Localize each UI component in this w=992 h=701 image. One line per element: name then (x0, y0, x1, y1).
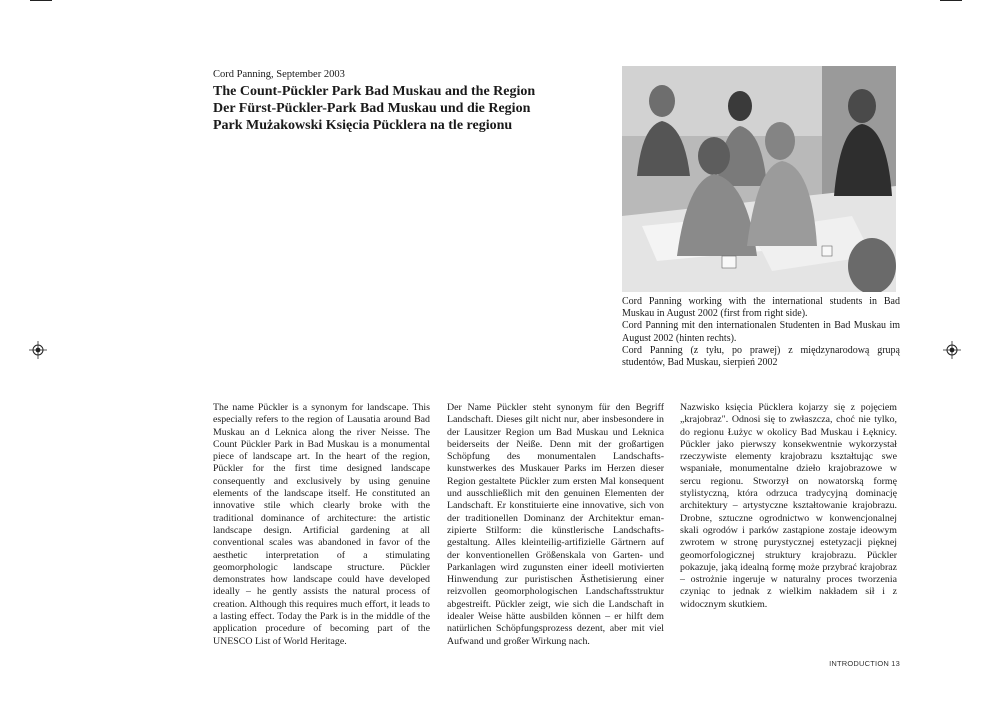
column-polish (680, 402, 897, 611)
title-polish: Park Mużakowski Księcia Pücklera na tle regionu (213, 118, 513, 133)
crop-mark-top-right (940, 0, 962, 1)
page-folio: INTRODUCTION 13 (829, 659, 900, 668)
column-english (213, 402, 430, 648)
group-photo (622, 66, 896, 292)
column-german (447, 402, 664, 648)
caption-polish: Cord Panning (z tyłu, po prawej) z międzynarodową grupą studentów, Bad Muskau, sierpień 2002 (622, 344, 900, 369)
title-english: The Count-Pückler Park Bad Muskau and the Region (213, 84, 536, 99)
registration-mark-right-icon (943, 341, 961, 359)
title-german: Der Fürst-Pückler-Park Bad Muskau und die Region (213, 101, 531, 116)
photo-illustration (622, 66, 896, 292)
registration-mark-left-icon (29, 341, 47, 359)
body-text-polish: Nazwisko księcia Pücklera kojarzy się z pojęciem „krajobraz". Odnosi się to zwłaszcza, choć nie tylko, do regionu Łużyc w okolicy Bad Muskau i Łęknicy. Pückler jako pierwszy konsekwentnie wykorzystał rzeczywiste elementy krajobrazu kształtując swe wspaniałe, monumentalne dzieło krajobrazowe w sercu regionu. Stworzył on nowatorską formę stylistyczną, która odrzuca tradycyjną dominację architektury – artystyczne kształtowanie krajobrazu. Drobne, sztuczne ogrodnictwo w konwencjonalnej skali ogrodów i parków zastąpione zostaje ideowym zwrotem w stronę purystycznej estetyzacji pięknej geomorfologicznej struktury krajobrazu. Pückler pokazuje, jaką idealną formę może przybrać krajobraz – ostrożnie ingeruje w naturalny proces tworzenia czyniąc to jednak z wielkim nakładem sił i z widocznym skutkiem. (680, 402, 897, 610)
caption-english: Cord Panning working with the international students in Bad Muskau in August 2002 (first from right side). (622, 296, 900, 320)
body-text-german: Der Name Pückler steht synonym für den Begriff Landschaft. Dieses gilt nicht nur, aber insbesondere in der Lausitzer Region um Bad Muskau und Leknica beiderseits der Neiße. Denn mit der großartigen Schöpfung des monumentalen Landschafts-kunstwerkes des Muskauer Parks im Herzen dieser Region gestaltete Pückler zum ersten Mal konsequent und ausschließlich mit den genuinen Elementen der Landschaft. Er konstituierte eine innovative, sich von der traditionellen Dominanz der Architektur eman-zipierte Stilform: die künstlerische Landschafts-gestaltung. Alles kleinteilig-artifizielle Gärtnern auf der konventionellen Größenskala von Garten- und Parkanlagen wird zugunsten einer ideell motivierten Hinwendung zur puristischen Ästhetisierung einer reizvollen geomorphologischen Landschaftsstruktur abgestreift. Pückler zeigt, wie sich die Landschaft in idealer Weise hätte ausbilden können – er hilft dem natürlichen Schöpfungsprozess dezent, aber mit viel Aufwand und großer Wirkung nach. (447, 402, 664, 647)
photo-caption (622, 296, 900, 369)
crop-mark-top-left (30, 0, 52, 1)
caption-german: Cord Panning mit den internationalen Studenten in Bad Muskau im August 2002 (hinten rechts). (622, 320, 900, 344)
article-header (213, 68, 613, 134)
byline: Cord Panning, September 2003 (213, 69, 345, 80)
body-text-english: The name Pückler is a synonym for landscape. This especially refers to the region of Lausatia around Bad Muskau an d Leknica along the river Neisse. The Count Pückler Park in Bad Muskau is a monumental piece of landscape art. In the heart of the region, Pückler for the first time designed landscape consequently and exclusively by using genuine elements of the landscape itself. He constituted an innovative stile which clearly broke with the traditional dominance of architecture: the artistic landscape design. Artificial gardening at all conventional scales was abandoned in favor of the aesthetic interpretation of a stimulating geomorphologic landscape structure. Pückler demonstrates how landscape could have developed ideally – he gently assists the natural process of creation. Although this requires much effort, it leads to a lasting effect. Today the Park is in the middle of the application procedure of becoming part of the UNESCO List of World Heritage. (213, 402, 430, 647)
